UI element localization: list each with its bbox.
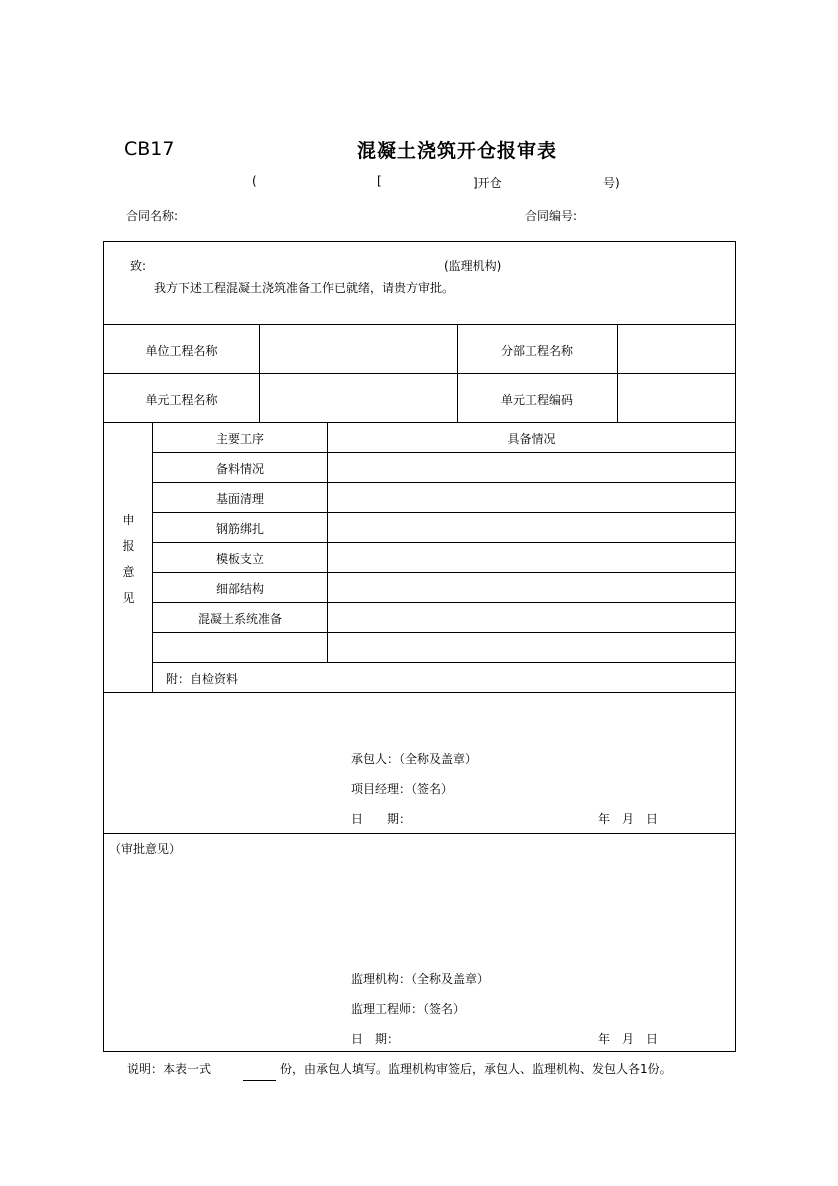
unit-project-name-label: 单位工程名称	[145, 344, 218, 358]
col-divider	[259, 324, 260, 422]
row-divider	[153, 482, 735, 483]
process-item: 备料情况	[215, 462, 264, 476]
application-side-label	[104, 507, 153, 611]
row-divider	[153, 632, 735, 633]
project-manager-sign-label: 项目经理：（签名）	[351, 782, 454, 796]
footer-note-suffix: 份，由承包人填写。监理机构审签后，承包人、监理机构、发包人各1份。	[280, 1062, 672, 1076]
approval-opinion-label: （审批意见）	[109, 842, 182, 856]
approval-date-label: 日 期：	[351, 1032, 400, 1046]
contract-name-label: 合同名称:	[126, 209, 179, 223]
to-label: 致:	[130, 259, 147, 273]
element-project-name-label: 单元工程名称	[145, 393, 218, 407]
process-item: 钢筋绑扎	[215, 522, 264, 536]
ref-bracket-text: ]开仓	[473, 176, 502, 190]
row-divider	[104, 833, 735, 834]
row-divider	[104, 692, 735, 693]
contractor-sign-label: 承包人：（全称及盖章）	[351, 752, 478, 766]
row-divider	[104, 422, 735, 423]
row-divider	[153, 542, 735, 543]
footer-note-prefix: 说明：本表一式	[127, 1062, 212, 1076]
form-table	[103, 241, 736, 1052]
process-item: 基面清理	[215, 492, 264, 506]
ready-message: 我方下述工程混凝土浇筑准备工作已就绪，请贵方审批。	[154, 281, 455, 295]
col-process-header: 主要工序	[215, 432, 264, 446]
row-divider	[153, 602, 735, 603]
supervisor-org-label: (监理机构)	[444, 259, 502, 273]
process-item: 混凝土系统准备	[197, 612, 282, 626]
copies-blank-underline	[243, 1080, 276, 1081]
contractor-date-label: 日 期：	[351, 812, 412, 826]
approval-date-ymd: 年 月 日	[598, 1032, 659, 1046]
row-divider	[153, 452, 735, 453]
row-divider	[153, 662, 735, 663]
row-divider	[104, 373, 735, 374]
form-code: CB17	[124, 138, 175, 160]
side-char: 见	[122, 591, 135, 605]
col-divider	[617, 324, 618, 422]
row-divider	[104, 324, 735, 325]
process-item: 细部结构	[215, 582, 264, 596]
ref-open-bracket: [	[377, 174, 382, 188]
col-divider	[327, 422, 328, 662]
attachment-label: 附：自检资料	[166, 672, 239, 686]
row-divider	[153, 572, 735, 573]
page-title: 混凝土浇筑开仓报审表	[357, 140, 558, 162]
contract-no-label: 合同编号:	[525, 209, 578, 223]
element-project-code-label: 单元工程编码	[500, 393, 573, 407]
sub-project-name-label: 分部工程名称	[500, 344, 573, 358]
side-char: 意	[122, 565, 135, 579]
side-char: 报	[122, 539, 135, 553]
supervisor-org-sign-label: 监理机构：（全称及盖章）	[351, 972, 490, 986]
process-item: 模板支立	[215, 552, 264, 566]
col-status-header: 具备情况	[507, 432, 556, 446]
ref-close-text: 号)	[603, 176, 620, 190]
row-divider	[153, 512, 735, 513]
supervisor-engineer-sign-label: 监理工程师：（签名）	[351, 1002, 466, 1016]
side-char: 申	[122, 513, 135, 527]
ref-open-paren: (	[252, 174, 257, 188]
contractor-date-ymd: 年 月 日	[598, 812, 659, 826]
